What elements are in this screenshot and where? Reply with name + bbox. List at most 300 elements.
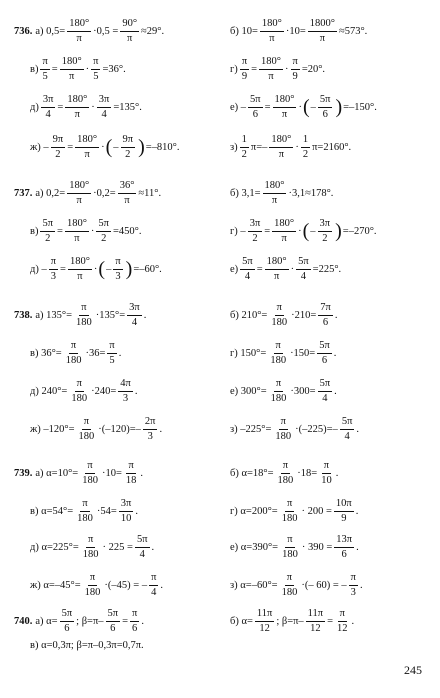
part-label: в) <box>30 63 39 75</box>
numerator: π <box>285 572 294 586</box>
denominator: π <box>278 148 285 160</box>
numerator: π <box>91 56 100 70</box>
fraction <box>107 340 116 366</box>
numerator: 13π <box>334 534 354 548</box>
denominator: 6 <box>321 354 328 366</box>
denominator: π <box>273 270 280 282</box>
problem-737-g: г) – $\frac{3\pi}{2}$ = $\frac{180^\circ}{\pi}$ · ( – $\frac{3\pi}{2}$ ) =–270°. <box>230 218 377 244</box>
fraction <box>65 94 89 120</box>
fraction <box>240 56 249 82</box>
problem-number: 739. <box>14 467 33 479</box>
fraction <box>135 534 150 560</box>
numerator: 180° <box>75 134 99 148</box>
numerator: 180° <box>263 180 287 194</box>
parenthesis: ( <box>302 96 310 119</box>
numerator: π <box>274 340 283 354</box>
denominator: 18 <box>125 474 137 486</box>
fraction <box>340 416 355 442</box>
fraction <box>306 608 325 634</box>
numerator: 11π <box>306 608 325 622</box>
numerator: π <box>69 340 78 354</box>
part-label: з) <box>230 141 238 153</box>
numerator: π <box>349 572 358 586</box>
part-label: ж) α=–45°= <box>30 579 81 591</box>
fraction <box>40 218 55 244</box>
result: =–810°. <box>145 141 180 153</box>
problem-740-v <box>30 640 144 651</box>
fraction <box>118 180 137 206</box>
denominator: 6 <box>322 316 329 328</box>
text: ·10= <box>285 25 306 37</box>
result: =450°. <box>112 225 142 237</box>
denominator: π <box>74 232 80 244</box>
numerator: 5π <box>248 94 263 108</box>
denominator: 2 <box>302 148 309 160</box>
fraction <box>308 18 337 44</box>
fraction <box>291 56 300 82</box>
numerator: 3π <box>127 302 142 316</box>
fraction <box>269 134 293 160</box>
numerator: π <box>338 608 347 622</box>
fraction <box>149 572 158 598</box>
part-label: д) 240°= <box>30 385 68 397</box>
fraction <box>260 18 284 44</box>
text: ·0,5 = <box>93 25 119 37</box>
fraction <box>272 218 296 244</box>
numerator: 180° <box>260 18 284 32</box>
denominator: 3 <box>115 270 121 282</box>
problem-740-a: 740. а) α= $\frac{5\pi}{6}$ ; β=π– $\frac{5\pi}{6}$ = $\frac{\pi}{6}$ . <box>14 608 144 634</box>
problem-738-zh: ж) –120°= $\frac{\pi}{180}$ ·(–120)=– $\frac{2\pi}{3}$ . <box>30 416 163 442</box>
fraction <box>255 608 274 634</box>
numerator: π <box>126 460 135 474</box>
part-label: е) – <box>230 101 247 113</box>
parenthesis: ) <box>125 258 133 281</box>
fraction <box>318 378 333 404</box>
denominator: 10 <box>120 512 132 524</box>
fraction <box>273 416 293 442</box>
problem-737-a: 737. а) 0,2= $\frac{180^\circ}{\pi}$ ·0,2= $\frac{36^\circ}{\pi}$ ≈11°. <box>14 180 162 206</box>
problem-739-e: е) α=390°= $\frac{\pi}{180}$ · 390 = $\frac{13\pi}{6}$ . <box>230 534 359 560</box>
problem-736-v: в) $\frac{\pi}{5}$ = $\frac{180^\circ}{\pi}$ · $\frac{\pi}{5}$ =36°. <box>30 56 126 82</box>
numerator: 180° <box>259 56 283 70</box>
problem-736-z: з) $\frac{1}{2}$ π=– $\frac{180^\circ}{\pi}$ · $\frac{1}{2}$ π=2160°. <box>230 134 352 160</box>
parenthesis: ) <box>138 136 145 159</box>
problem-736-zh: ж) – $\frac{9\pi}{2}$ = $\frac{180^\circ}{\pi}$ · ( – $\frac{9\pi}{2}$ ) =–810°. <box>30 134 180 160</box>
problem-739-v: в) α=54°= $\frac{\pi}{180}$ ·54= $\frac{3\pi}{10}$ . <box>30 498 138 524</box>
numerator: π <box>40 56 49 70</box>
denominator: 6 <box>252 108 258 120</box>
problem-740-b: б) α= $\frac{11\pi}{12}$ ; β=π– $\frac{11\pi}{12}$ = $\frac{\pi}{12}$ . <box>230 608 355 634</box>
problem-738-b: б) 210°= $\frac{\pi}{180}$ ·210= $\frac{7\pi}{6}$ . <box>230 302 338 328</box>
fraction <box>121 134 136 160</box>
problem-737-d: д) – $\frac{\pi}{3}$ = $\frac{180^\circ}{\pi}$ · ( – $\frac{\pi}{3}$ ) =–60°. <box>30 256 162 282</box>
fraction <box>259 56 283 82</box>
result: =–150°. <box>343 101 377 113</box>
numerator: π <box>107 340 116 354</box>
denominator: π <box>69 70 75 82</box>
denominator: 3 <box>350 586 356 598</box>
problem-number: 737. <box>14 187 33 199</box>
part-label: а) α=10°= <box>35 467 79 479</box>
denominator: 5 <box>42 70 48 82</box>
parenthesis: ) <box>335 220 342 243</box>
denominator: 180 <box>282 548 298 560</box>
denominator: 2 <box>55 148 61 160</box>
fraction <box>317 340 332 366</box>
result: =135°. <box>113 101 142 113</box>
numerator: 2π <box>143 416 158 430</box>
result: =–270°. <box>342 225 377 237</box>
fraction <box>106 608 121 634</box>
numerator: 5π <box>106 608 121 622</box>
problem-number: 740. <box>14 615 33 627</box>
numerator: 36° <box>118 180 137 194</box>
numerator: π <box>285 534 294 548</box>
denominator: 2 <box>125 148 131 160</box>
part-label: б) α= <box>230 615 253 627</box>
problem-739-zh: ж) α=–45°= $\frac{\pi}{180}$ ·(–45) = – $\frac{\pi}{4}$ . <box>30 572 164 598</box>
fraction <box>276 460 296 486</box>
denominator: 180 <box>270 354 287 366</box>
numerator: 1800° <box>308 18 337 32</box>
numerator: 9π <box>121 134 136 148</box>
problem-738-e: е) 300°= $\frac{\pi}{180}$ ·300= $\frac{5\pi}{4}$ . <box>230 378 337 404</box>
denominator: 2 <box>241 148 247 160</box>
fraction <box>69 378 89 404</box>
parenthesis: ( <box>105 136 113 159</box>
numerator: 180° <box>265 256 289 270</box>
part-label: б) 210°= <box>230 309 268 321</box>
problem-739-b: б) α=18°= $\frac{\pi}{180}$ ·18= $\frac{\pi}{10}$ . <box>230 460 339 486</box>
denominator: π <box>319 32 326 44</box>
numerator: 180° <box>65 218 89 232</box>
numerator: 5π <box>96 218 111 232</box>
denominator: 6 <box>110 622 116 634</box>
denominator: 180 <box>281 586 298 598</box>
numerator: π <box>285 498 294 512</box>
problem-738-d: д) 240°= $\frac{\pi}{180}$ ·240= $\frac{4\pi}{3}$ . <box>30 378 138 404</box>
numerator: π <box>281 460 290 474</box>
part-label: г) α=200°= <box>230 505 278 517</box>
problem-737-v: в) $\frac{5\pi}{2}$ = $\frac{180^\circ}{\pi}$ · $\frac{5\pi}{2}$ =450°. <box>30 218 142 244</box>
problem-736-a <box>14 18 164 44</box>
part-label: д) <box>30 101 39 113</box>
problem-738-z: з) –225°= $\frac{\pi}{180}$ ·(–225)=– $\frac{5\pi}{4}$ . <box>230 416 359 442</box>
numerator: π <box>274 378 283 392</box>
fraction <box>268 340 288 366</box>
fraction <box>120 18 139 44</box>
fraction <box>265 256 289 282</box>
numerator: 5π <box>240 256 255 270</box>
denominator: 180 <box>82 548 99 560</box>
numerator: π <box>113 256 122 270</box>
numerator: 7π <box>318 302 333 316</box>
fraction <box>127 302 142 328</box>
problem-number: 738. <box>14 309 33 321</box>
denominator: 3 <box>122 392 129 404</box>
fraction <box>40 56 49 82</box>
numerator: π <box>149 572 158 586</box>
fraction <box>248 94 263 120</box>
part-label: а) α= <box>35 615 58 627</box>
numerator: 180° <box>269 134 293 148</box>
problem-737-e: е) $\frac{5\pi}{4}$ = $\frac{180^\circ}{\pi}$ · $\frac{5\pi}{4}$ =225°. <box>230 256 342 282</box>
numerator: 180° <box>67 18 91 32</box>
denominator: 4 <box>344 430 350 442</box>
fraction <box>248 218 263 244</box>
part-label: г) 150°= <box>230 347 267 359</box>
fraction <box>60 608 75 634</box>
denominator: 6 <box>64 622 70 634</box>
part-label: а) 0,2= <box>35 187 66 199</box>
numerator: 180° <box>67 180 91 194</box>
fraction <box>280 534 300 560</box>
numerator: 3π <box>41 94 56 108</box>
result: ≈573°. <box>338 25 368 37</box>
denominator: 180 <box>281 512 298 524</box>
numerator: π <box>322 460 331 474</box>
numerator: 5π <box>317 340 332 354</box>
numerator: π <box>291 56 300 70</box>
result: =–60°. <box>133 263 162 275</box>
fraction <box>74 302 94 328</box>
problem-738-v: в) 36°= $\frac{\pi}{180}$ ·36= $\frac{\pi}{5}$ . <box>30 340 122 366</box>
fraction <box>269 378 289 404</box>
numerator: 5π <box>296 256 311 270</box>
denominator: 4 <box>101 108 107 120</box>
numerator: 5π <box>318 378 333 392</box>
denominator: 3 <box>50 270 56 282</box>
denominator: 12 <box>310 622 321 634</box>
denominator: π <box>77 270 83 282</box>
part-label: е) α=390°= <box>230 541 279 553</box>
numerator: 1 <box>301 134 310 148</box>
denominator: 180 <box>76 316 92 328</box>
fraction <box>81 534 101 560</box>
fraction <box>97 94 112 120</box>
fraction <box>318 302 333 328</box>
result: π=2160°. <box>312 141 352 153</box>
denominator: 12 <box>337 622 348 634</box>
part-label: з) –225°= <box>230 423 272 435</box>
part-label: а) 0,5= <box>35 25 66 37</box>
fraction <box>49 256 58 282</box>
fraction <box>67 180 91 206</box>
problem-number: 736. <box>14 25 33 37</box>
part-label: д) α=225°= <box>30 541 79 553</box>
denominator: 180 <box>82 474 98 486</box>
numerator: 3π <box>97 94 112 108</box>
numerator: 5π <box>340 416 355 430</box>
fraction <box>83 572 103 598</box>
numerator: π <box>240 56 249 70</box>
denominator: 4 <box>151 586 157 598</box>
part-label: е) 300°= <box>230 385 267 397</box>
numerator: 5π <box>135 534 150 548</box>
denominator: π <box>124 194 130 206</box>
parenthesis: ( <box>98 258 106 281</box>
fraction <box>65 218 89 244</box>
denominator: π <box>74 108 80 120</box>
fraction <box>80 460 100 486</box>
result: ≈11°. <box>138 187 162 199</box>
numerator: π <box>49 256 58 270</box>
problem-739-a: 739. а) α=10°= $\frac{\pi}{180}$ ·10= $\frac{\pi}{18}$ . <box>14 460 143 486</box>
numerator: 90° <box>120 18 139 32</box>
denominator: 9 <box>292 70 298 82</box>
fraction <box>318 94 333 120</box>
fraction <box>269 302 289 328</box>
fraction <box>240 256 255 282</box>
denominator: π <box>281 232 287 244</box>
numerator: 3π <box>318 218 333 232</box>
numerator: 10π <box>334 498 354 512</box>
fraction <box>334 498 354 524</box>
denominator: 180 <box>78 430 95 442</box>
problem-739-d: д) α=225°= $\frac{\pi}{180}$ · 225 = $\frac{5\pi}{4}$ . <box>30 534 155 560</box>
fraction <box>96 218 111 244</box>
denominator: π <box>269 32 275 44</box>
denominator: π <box>127 32 133 44</box>
denominator: 180 <box>77 512 93 524</box>
problem-739-z: з) α=–60°= $\frac{\pi}{180}$ ·(– 60) = – $\frac{\pi}{3}$ . <box>230 572 363 598</box>
numerator: 11π <box>255 608 274 622</box>
fraction <box>263 180 287 206</box>
denominator: 3 <box>147 430 153 442</box>
denominator: π <box>84 148 90 160</box>
numerator: π <box>75 378 84 392</box>
denominator: 4 <box>45 108 51 120</box>
numerator: 3π <box>119 498 134 512</box>
denominator: 12 <box>259 622 270 634</box>
fraction <box>67 18 91 44</box>
result: ≈29°. <box>141 25 165 37</box>
numerator: π <box>85 460 94 474</box>
fraction <box>334 534 354 560</box>
numerator: π <box>82 416 91 430</box>
part-label: г) – <box>230 225 246 237</box>
numerator: π <box>79 302 88 316</box>
result: =36°. <box>102 63 126 75</box>
part-label: в) <box>30 225 39 237</box>
problem-736-g: г) $\frac{\pi}{9}$ = $\frac{180^\circ}{\pi}$ · $\frac{\pi}{9}$ =20°. <box>230 56 326 82</box>
denominator: 180 <box>271 316 288 328</box>
denominator: π <box>76 32 82 44</box>
denominator: 180 <box>270 392 287 404</box>
problem-738-a: 738. а) 135°= $\frac{\pi}{180}$ ·135°= $\frac{3\pi}{4}$ . <box>14 302 147 328</box>
numerator: π <box>80 498 89 512</box>
problem-737-b <box>230 180 333 206</box>
denominator: 10 <box>321 474 332 486</box>
fraction <box>60 56 84 82</box>
denominator: 4 <box>300 270 307 282</box>
denominator: π <box>268 70 274 82</box>
numerator: 5π <box>40 218 55 232</box>
fraction <box>75 134 99 160</box>
page-number: 245 <box>404 663 422 677</box>
numerator: π <box>279 416 288 430</box>
denominator: 4 <box>244 270 251 282</box>
part-label: б) 10= <box>230 25 258 37</box>
denominator: 4 <box>139 548 145 560</box>
numerator: π <box>86 534 95 548</box>
part-label: г) <box>230 63 238 75</box>
fraction <box>51 134 66 160</box>
fraction <box>124 460 139 486</box>
numerator: π <box>88 572 97 586</box>
denominator: π <box>76 194 82 206</box>
fraction <box>91 56 100 82</box>
numerator: 4π <box>118 378 133 392</box>
numerator: 180° <box>68 256 92 270</box>
fraction <box>130 608 139 634</box>
parenthesis: ) <box>335 96 343 119</box>
denominator: 180 <box>84 586 101 598</box>
denominator: 180 <box>277 474 294 486</box>
result: =20°. <box>301 63 326 75</box>
denominator: 9 <box>341 512 347 524</box>
fraction <box>118 378 133 404</box>
numerator: π <box>130 608 139 622</box>
fraction <box>75 498 95 524</box>
result: ·3,1≈178°. <box>288 187 334 199</box>
denominator: 180 <box>275 430 292 442</box>
denominator: 6 <box>341 548 347 560</box>
fraction <box>77 416 97 442</box>
fraction <box>143 416 158 442</box>
part-label: а) 135°= <box>35 309 73 321</box>
numerator: 9π <box>51 134 66 148</box>
problem-738-g: г) 150°= $\frac{\pi}{180}$ ·150= $\frac{5\pi}{6}$ . <box>230 340 337 366</box>
part-label: з) α=–60°= <box>230 579 278 591</box>
part-label: в) α=0,3π; β=π–0,3π=0,7π. <box>30 640 144 651</box>
numerator: 180° <box>65 94 89 108</box>
numerator: 180° <box>60 56 84 70</box>
denominator: 2 <box>101 232 107 244</box>
denominator: π <box>271 194 278 206</box>
fraction <box>318 218 333 244</box>
numerator: 5π <box>318 94 333 108</box>
fraction <box>296 256 311 282</box>
numerator: 180° <box>272 218 296 232</box>
denominator: 2 <box>45 232 51 244</box>
part-label: в) 36°= <box>30 347 62 359</box>
fraction <box>119 498 134 524</box>
part-label: д) – <box>30 263 47 275</box>
numerator: 1 <box>240 134 249 148</box>
numerator: 5π <box>60 608 75 622</box>
denominator: 4 <box>322 392 328 404</box>
denominator: 2 <box>322 232 328 244</box>
denominator: 6 <box>132 622 138 634</box>
denominator: π <box>281 108 288 120</box>
part-label: ж) –120°= <box>30 423 75 435</box>
fraction <box>301 134 310 160</box>
numerator: π <box>275 302 284 316</box>
numerator: 3π <box>248 218 263 232</box>
numerator: 180° <box>273 94 297 108</box>
denominator: 6 <box>322 108 328 120</box>
fraction <box>68 256 92 282</box>
problem-736-b <box>230 18 367 44</box>
fraction <box>349 572 358 598</box>
problem-736-d: д) $\frac{3\pi}{4}$ = $\frac{180^\circ}{\pi}$ · $\frac{3\pi}{4}$ =135°. <box>30 94 142 120</box>
denominator: 2 <box>252 232 258 244</box>
denominator: 180 <box>65 354 82 366</box>
problem-736-e: е) – $\frac{5\pi}{6}$ = $\frac{180^\circ}{\pi}$ · ( – $\frac{5\pi}{6}$ ) =–150°. <box>230 94 377 120</box>
fraction <box>113 256 122 282</box>
